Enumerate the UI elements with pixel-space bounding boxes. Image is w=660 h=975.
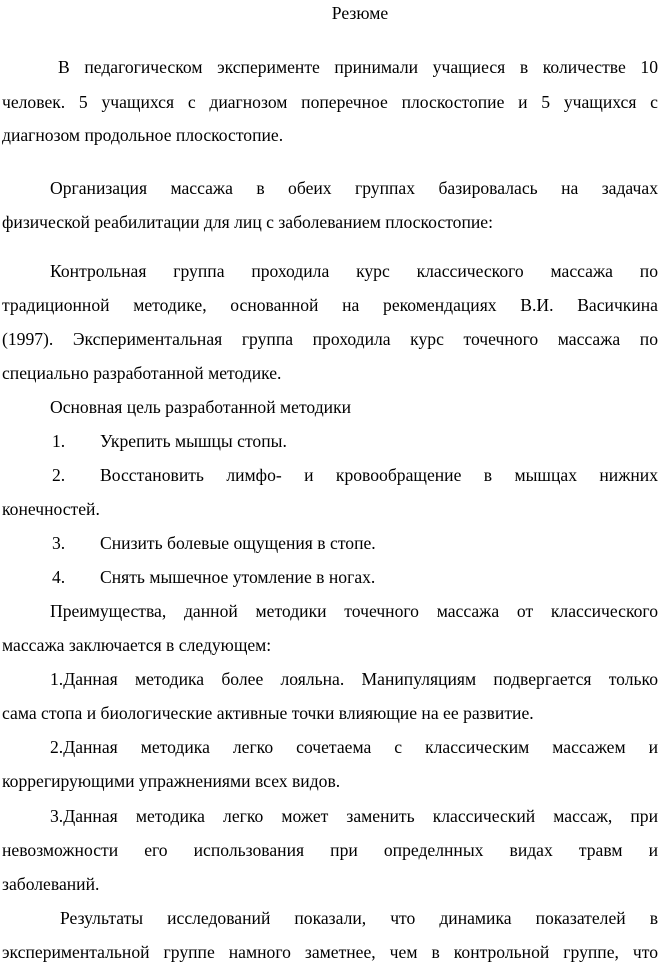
paragraph-line: 2.Данная методика легко сочетаема с классическим массажем и xyxy=(50,737,658,757)
paragraph-line: традиционной методике, основанной на рекомендациях В.И. Васичкина xyxy=(2,295,658,315)
paragraph-line: (1997). Экспериментальная группа проходила курс точечного массажа по xyxy=(2,329,658,349)
paragraph-line: сама стопа и биологические активные точки влияющие на ее развитие. xyxy=(2,703,534,723)
paragraph-line: экспериментальной группе намного заметнее, чем в контрольной группе, что xyxy=(2,942,658,962)
list-item-text: Снизить болевые ощущения в стопе. xyxy=(100,533,376,553)
list-item-number: 2. xyxy=(52,465,66,485)
list-item-number: 3. xyxy=(52,533,66,553)
list-item-number: 1. xyxy=(52,431,66,451)
paragraph-line: коррегирующими упражнениями всех видов. xyxy=(2,771,341,791)
paragraph-line: 1.Данная методика более лояльна. Манипуляциям подвергается только xyxy=(50,669,658,689)
paragraph-line: 3.Данная методика легко может заменить классический массаж, при xyxy=(50,806,658,826)
list-item-text: Снять мышечное утомление в ногах. xyxy=(100,567,376,587)
list-item-text: Восстановить лимфо- и кровообращение в мышцах нижних xyxy=(100,465,658,485)
paragraph-line: заболеваний. xyxy=(2,874,100,894)
paragraph-line: невозможности его использования при определнных видах травм и xyxy=(2,840,658,860)
paragraph-line: Результаты исследований показали, что динамика показателей в xyxy=(60,908,658,928)
paragraph-line: человек. 5 учащихся с диагнозом поперечное плоскостопие и 5 учащихся с xyxy=(2,92,658,112)
goal-heading: Основная цель разработанной методики xyxy=(50,397,352,417)
paragraph-line: физической реабилитации для лиц с заболеванием плоскостопие: xyxy=(2,212,493,232)
paragraph-line: специально разработанной методике. xyxy=(2,363,282,383)
paragraph-line: массажа заключается в следующем: xyxy=(2,635,272,655)
list-item-text: Укрепить мышцы стопы. xyxy=(100,431,287,451)
list-item-continuation: конечностей. xyxy=(2,499,100,519)
paragraph-line: диагнозом продольное плоскостопие. xyxy=(2,125,284,145)
paragraph-line: Организация массажа в обеих группах базировалась на задачах xyxy=(50,178,658,198)
list-item-number: 4. xyxy=(52,567,66,587)
page-title: Резюме xyxy=(331,3,389,23)
paragraph-line: В педагогическом эксперименте принимали учащиеся в количестве 10 xyxy=(58,57,658,77)
paragraph-line: Контрольная группа проходила курс классического массажа по xyxy=(50,261,658,281)
paragraph-line: Преимущества, данной методики точечного массажа от классического xyxy=(50,601,658,621)
